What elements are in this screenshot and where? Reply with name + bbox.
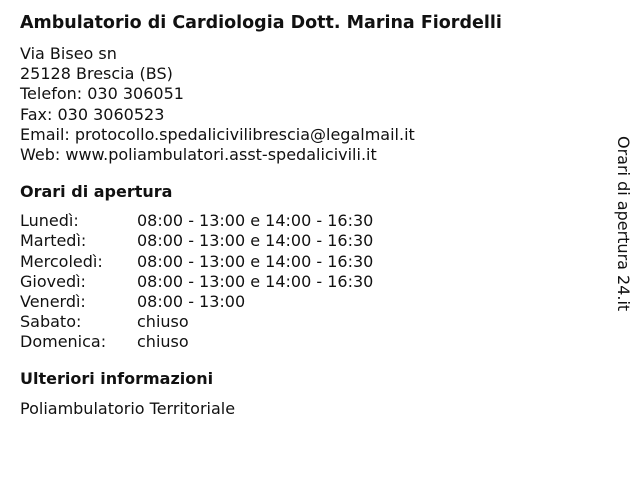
opening-hours-card bbox=[20, 10, 600, 419]
hours-time: 08:00 - 13:00 e 14:00 - 16:30 bbox=[137, 211, 374, 231]
hours-day: Martedì: bbox=[20, 231, 87, 251]
address-street: Via Biseo sn bbox=[20, 44, 117, 63]
hours-day: Sabato: bbox=[20, 312, 82, 332]
hours-day: Mercoledì: bbox=[20, 251, 103, 271]
hours-day: Domenica: bbox=[20, 332, 107, 352]
address-block bbox=[20, 44, 600, 165]
hours-row bbox=[20, 211, 373, 231]
hours-row bbox=[20, 272, 373, 292]
hours-time: 08:00 - 13:00 e 14:00 - 16:30 bbox=[137, 231, 374, 251]
website-url: Web: www.poliambulatori.asst-spedalicivili.it bbox=[20, 145, 377, 165]
email-address: Email: protocollo.spedalicivilibrescia@legalmail.it bbox=[20, 124, 415, 144]
hours-time: chiuso bbox=[137, 332, 189, 352]
hours-row bbox=[20, 252, 373, 272]
hours-table bbox=[20, 211, 373, 352]
phone-number: Telefon: 030 306051 bbox=[20, 84, 184, 104]
info-heading: Ulteriori informazioni bbox=[20, 368, 214, 388]
fax-number: Fax: 030 3060523 bbox=[20, 104, 165, 124]
hours-time: chiuso bbox=[137, 312, 189, 332]
hours-row bbox=[20, 312, 373, 332]
hours-row bbox=[20, 332, 373, 352]
hours-time: 08:00 - 13:00 bbox=[137, 292, 246, 312]
page-title: Ambulatorio di Cardiologia Dott. Marina Fiordelli bbox=[20, 13, 502, 33]
hours-day: Lunedì: bbox=[20, 211, 79, 231]
hours-time: 08:00 - 13:00 e 14:00 - 16:30 bbox=[137, 271, 374, 291]
hours-row bbox=[20, 231, 373, 251]
site-watermark: Orari di apertura 24.it bbox=[614, 136, 633, 312]
hours-time: 08:00 - 13:00 e 14:00 - 16:30 bbox=[137, 251, 374, 271]
info-text: Poliambulatorio Territoriale bbox=[20, 398, 236, 418]
hours-day: Venerdì: bbox=[20, 292, 86, 312]
address-city: 25128 Brescia (BS) bbox=[20, 64, 173, 84]
hours-row bbox=[20, 292, 373, 312]
hours-heading: Orari di apertura bbox=[20, 182, 173, 202]
hours-day: Giovedì: bbox=[20, 271, 86, 291]
